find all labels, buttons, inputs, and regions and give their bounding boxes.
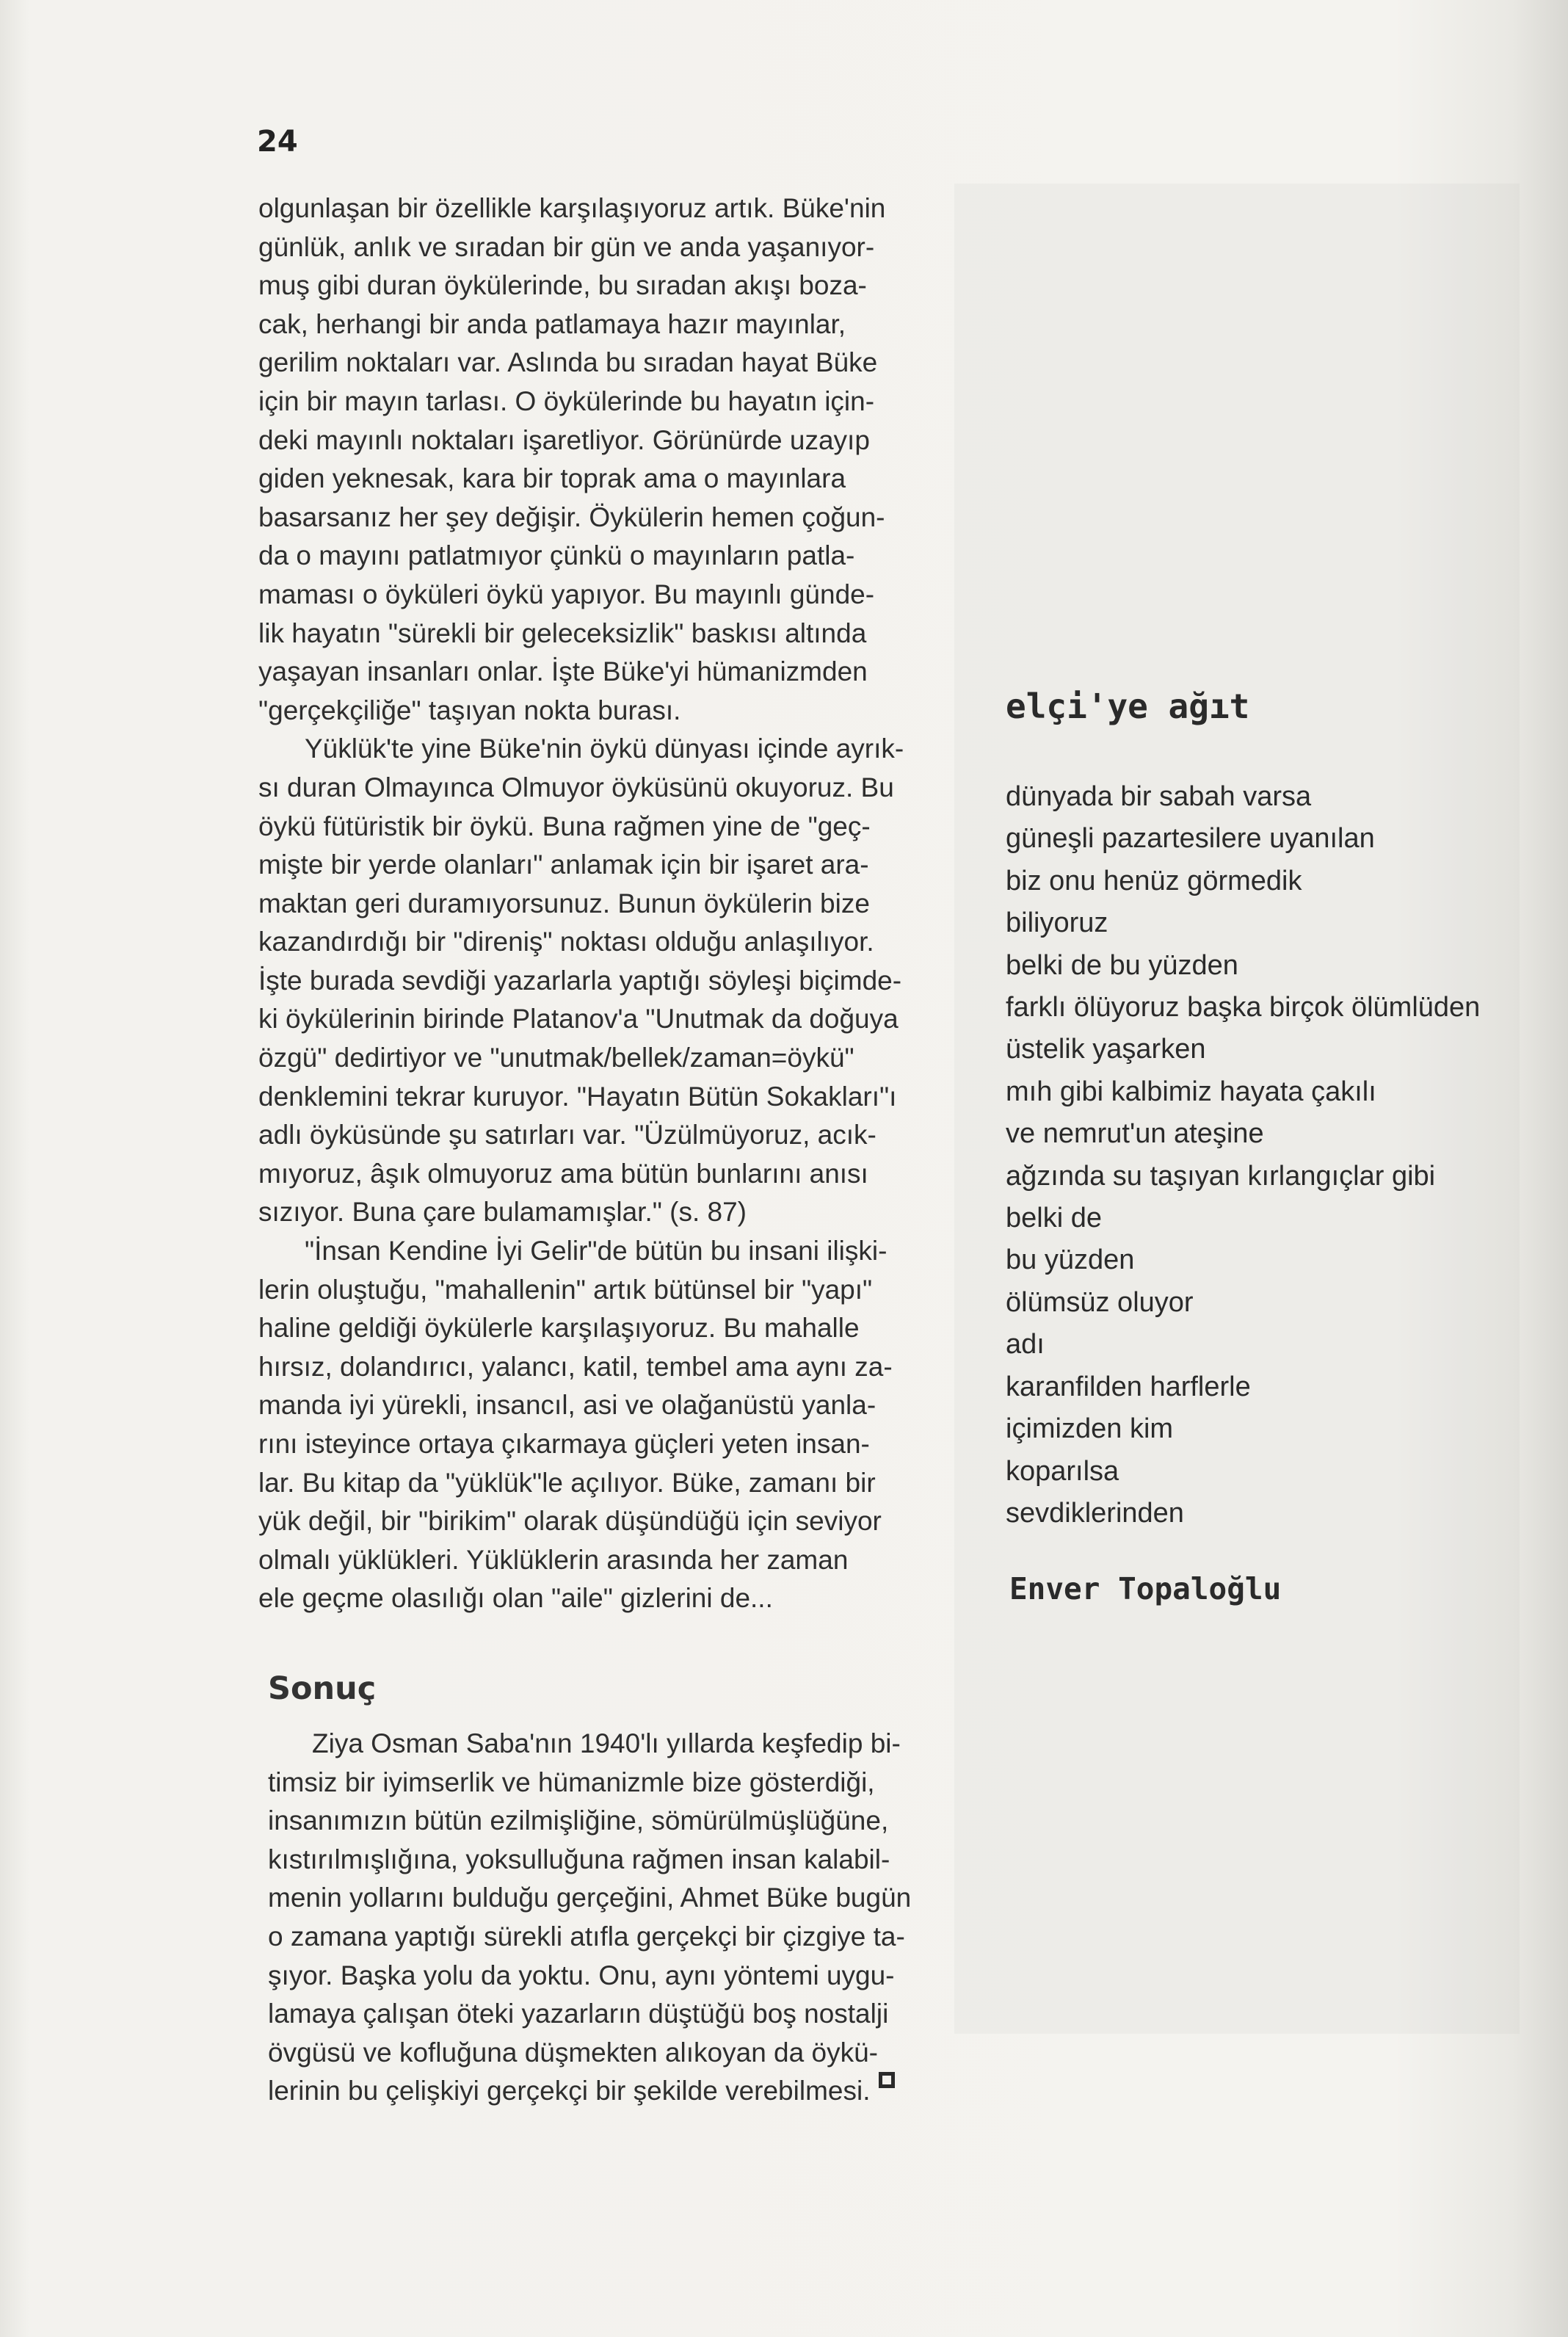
poem-line: belki de (1006, 1203, 1102, 1234)
poem-line: dünyada bir sabah varsa (1006, 781, 1312, 812)
essay-line: maktan geri duramıyorsunuz. Bunun öykülerin bize (258, 888, 870, 919)
section-heading: Sonuç (268, 1670, 377, 1707)
essay-line: kazandırdığı bir "direniş" noktası olduğu anlaşılıyor. (258, 927, 874, 957)
conclusion-text (268, 1725, 951, 2111)
conclusion-line: o zamana yaptığı sürekli atıfla gerçekçi bir çizgiye ta- (268, 1921, 905, 1952)
poem-line: üstelik yaşarken (1006, 1034, 1206, 1065)
end-of-article-icon (879, 2072, 895, 2088)
poem-author: Enver Topaloğlu (1009, 1571, 1282, 1606)
essay-line: giden yeknesak, kara bir toprak ama o mayınlara (258, 463, 846, 494)
essay-line: öykü fütüristik bir öykü. Buna rağmen yine de "geç- (258, 811, 871, 841)
essay-line: "İnsan Kendine İyi Gelir"de bütün bu insani ilişki- (305, 1236, 888, 1267)
conclusion-line: menin yollarını bulduğu gerçeğini, Ahmet Büke bugün (268, 1883, 912, 1913)
poem-line: adı (1006, 1329, 1045, 1360)
poem-line: ve nemrut'un ateşine (1006, 1118, 1264, 1150)
essay-line: rını isteyince ortaya çıkarmaya güçleri yeten insan- (258, 1429, 870, 1459)
poem-line: farklı ölüyoruz başka birçok ölümlüden (1006, 992, 1481, 1023)
essay-line: da o mayını patlatmıyor çünkü o mayınların patla- (258, 540, 855, 571)
poem-line: karanfilden harflerle (1006, 1371, 1251, 1402)
essay-line: İşte burada sevdiği yazarlarla yaptığı söyleşi biçimde- (258, 965, 902, 996)
essay-line: olmalı yüklükleri. Yüklüklerin arasında her zaman (258, 1544, 849, 1575)
essay-line: sızıyor. Buna çare bulamamışlar." (s. 87) (258, 1197, 747, 1228)
conclusion-line: timsiz bir iyimserlik ve hümanizmle bize gösterdiği, (268, 1767, 875, 1797)
poem-body (1006, 776, 1534, 1535)
essay-line: gerilim noktaları var. Aslında bu sıradan hayat Büke (258, 347, 878, 378)
page-number: 24 (257, 125, 298, 159)
poem-line: ağzında su taşıyan kırlangıçlar gibi (1006, 1160, 1436, 1192)
conclusion-line: kıstırılmışlığına, yoksulluğuna rağmen insan kalabil- (268, 1844, 890, 1874)
conclusion-line: şıyor. Başka yolu da yoktu. Onu, aynı yöntemi uygu- (268, 1960, 895, 1990)
essay-line: cak, herhangi bir anda patlamaya hazır mayınlar, (258, 308, 846, 339)
conclusion-line: insanımızın bütün ezilmişliğine, sömürülmüşlüğüne, (268, 1805, 889, 1836)
conclusion-line: övgüsü ve kofluğuna düşmekten alıkoyan da öykü- (268, 2037, 878, 2068)
essay-line: basarsanız her şey değişir. Öykülerin hemen çoğun- (258, 501, 885, 532)
essay-line: için bir mayın tarlası. O öykülerinde bu hayatın için- (258, 385, 875, 416)
essay-line: deki mayınlı noktaları işaretliyor. Görünürde uzayıp (258, 424, 870, 455)
conclusion-line: Ziya Osman Saba'nın 1940'lı yıllarda keşfedip bi- (312, 1728, 901, 1758)
essay-line: lik hayatın "sürekli bir geleceksizlik" baskısı altında (258, 617, 867, 648)
conclusion-line: lerinin bu çelişkiyi gerçekçi bir şekilde verebilmesi. (268, 2076, 871, 2106)
poem-line: biz onu henüz görmedik (1006, 865, 1302, 896)
poem-line: bu yüzden (1006, 1244, 1135, 1276)
poem-title: elçi'ye ağıt (1006, 686, 1250, 726)
poem-line: içimizden kim (1006, 1413, 1174, 1445)
essay-text (258, 189, 948, 1618)
essay-line: hırsız, dolandırıcı, yalancı, katil, tembel ama aynı za- (258, 1351, 893, 1382)
essay-line: sı duran Olmayınca Olmuyor öyküsünü okuyoruz. Bu (258, 772, 894, 802)
essay-line: maması o öyküleri öykü yapıyor. Bu mayınlı günde- (258, 579, 875, 609)
poem-line: güneşli pazartesilere uyanılan (1006, 823, 1375, 855)
conclusion-line: lamaya çalışan öteki yazarların düştüğü boş nostalji (268, 1999, 889, 2029)
essay-line: denklemini tekrar kuruyor. "Hayatın Bütün Sokakları"ı (258, 1081, 897, 1112)
poem-line: ölümsüz oluyor (1006, 1286, 1194, 1318)
essay-line: mişte bir yerde olanları" anlamak için bir işaret ara- (258, 849, 869, 880)
essay-line: yük değil, bir "birikim" olarak düşündüğü için seviyor (258, 1506, 882, 1537)
essay-line: olgunlaşan bir özellikle karşılaşıyoruz artık. Büke'nin (258, 193, 886, 223)
essay-line: ki öykülerinin birinde Platanov'a "Unutmak da doğuya (258, 1004, 899, 1035)
essay-line: "gerçekçiliğe" taşıyan nokta burası. (258, 695, 681, 725)
essay-line: mıyoruz, âşık olmuyoruz ama bütün bunlarını anısı (258, 1158, 868, 1189)
essay-line: yaşayan insanları onlar. İşte Büke'yi hümanizmden (258, 656, 868, 687)
poem-line: belki de bu yüzden (1006, 949, 1238, 981)
essay-line: günlük, anlık ve sıradan bir gün ve anda yaşanıyor- (258, 231, 875, 262)
essay-line: lerin oluştuğu, "mahallenin" artık bütünsel bir "yapı" (258, 1274, 873, 1305)
essay-line: lar. Bu kitap da "yüklük"le açılıyor. Büke, zamanı bir (258, 1467, 876, 1498)
poem-line: mıh gibi kalbimiz hayata çakılı (1006, 1076, 1376, 1107)
poem-line: biliyoruz (1006, 907, 1108, 939)
essay-line: muş gibi duran öykülerinde, bu sıradan akışı boza- (258, 270, 867, 301)
essay-line: manda iyi yürekli, insancıl, asi ve olağanüstü yanla- (258, 1390, 876, 1421)
conclusion-last-line (268, 2072, 951, 2111)
poem-line: koparılsa (1006, 1455, 1119, 1487)
essay-line: haline geldiği öykülerle karşılaşıyoruz. Bu mahalle (258, 1313, 860, 1344)
essay-line: özgü" dedirtiyor ve "unutmak/bellek/zaman=öykü" (258, 1043, 854, 1073)
essay-line: adlı öyküsünde şu satırları var. "Üzülmüyoruz, acık- (258, 1120, 876, 1151)
poem-line: sevdiklerinden (1006, 1497, 1184, 1529)
essay-line: ele geçme olasılığı olan "aile" gizlerini de... (258, 1583, 773, 1614)
essay-line: Yüklük'te yine Büke'nin öykü dünyası içinde ayrık- (305, 733, 904, 764)
